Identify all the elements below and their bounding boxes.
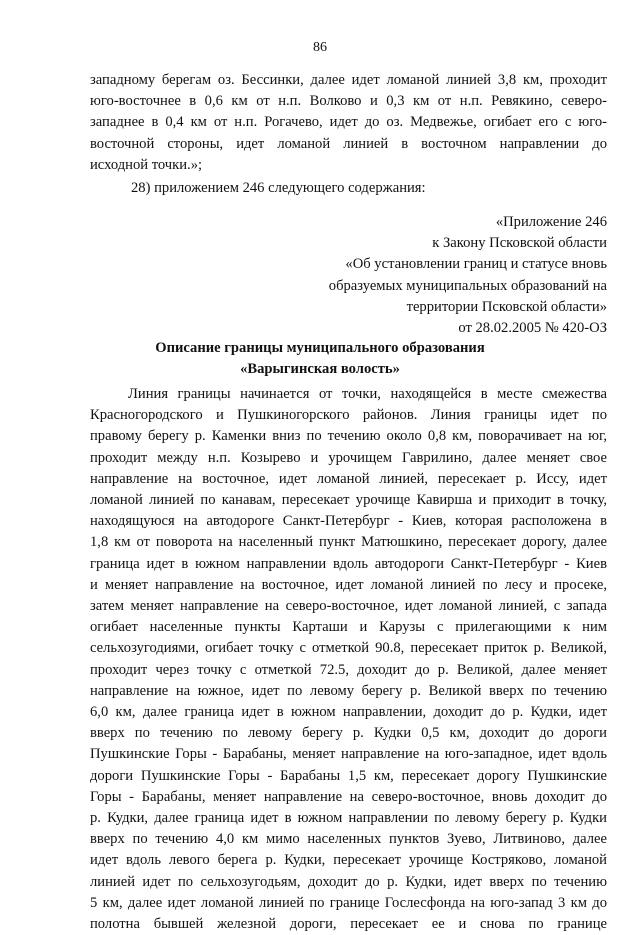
appendix-line: образуемых муниципальных образований на bbox=[328, 277, 607, 294]
intro-line: восточной стороны, идет ломаной линией в восточном направлении до bbox=[90, 135, 607, 152]
boundary-description bbox=[90, 384, 607, 935]
body-line: направление на восточное, идет ломаной линией, пересекает р. Иссу, идет bbox=[90, 470, 607, 487]
body-line: проходит между н.п. Козырево и урочищем Гаврилино, далее меняет свое bbox=[90, 449, 607, 466]
body-line: вверх по течению 4,0 км мимо населенных пунктов Зуево, Литвиново, далее bbox=[90, 831, 607, 848]
body-line: Линия границы начинается от точки, находящейся в месте смежества bbox=[128, 386, 607, 402]
body-line: дороги Пушкинские Горы - Барабаны 1,5 км, пересекает дорогу Пушкинские bbox=[90, 767, 607, 784]
body-line: Горы - Барабаны, меняет направление на северо-восточное, вновь доходит до bbox=[90, 788, 607, 805]
body-line: линией идет по сельхозугодьям, доходит до р. Кудки, идет вверх по течению bbox=[90, 873, 607, 890]
list-item-text: 28) приложением 246 следующего содержания: bbox=[131, 180, 426, 196]
appendix-line: «Приложение 246 bbox=[495, 214, 607, 230]
page-number: 86 bbox=[313, 40, 327, 55]
body-line: направление на южное, идет по левому берегу р. Великой вверх по течению bbox=[90, 682, 607, 699]
intro-line: западнее в 0,4 км от н.п. Рогачево, идет до оз. Медвежье, огибает его с юго- bbox=[90, 114, 607, 131]
body-line: Красногородского и Пушкиногорского районов. Линия границы идет по bbox=[90, 407, 607, 424]
heading-line: «Варыгинская волость» bbox=[240, 361, 400, 377]
appendix-line: от 28.02.2005 № 420-ОЗ bbox=[458, 320, 607, 337]
body-line: 6,0 км, далее граница идет в южном направлении, доходит до р. Кудки, идет bbox=[90, 704, 607, 721]
list-item-28 bbox=[131, 178, 607, 199]
body-line: огибает населенные пункты Карташи и Карузы с прилегающими к ним bbox=[90, 619, 607, 636]
intro-paragraph bbox=[90, 70, 607, 176]
body-line: 5 км, далее идет ломаной линией по границе Гослесфонда на юго-запад 3 км до bbox=[90, 894, 607, 911]
appendix-line: «Об установлении границ и статусе вновь bbox=[345, 256, 607, 273]
body-line: затем меняет направление на северо-восточное, идет ломаной линией, с запада bbox=[90, 598, 607, 615]
heading-line: Описание границы муниципального образования bbox=[155, 340, 485, 356]
intro-line: юго-восточнее в 0,6 км от н.п. Волково и 0,3 км от н.п. Ревякино, северо- bbox=[90, 93, 607, 110]
body-line: и меняет направление на восточное, идет ломаной линией по лесу и просеке, bbox=[90, 576, 607, 593]
body-line: идет вдоль левого берега р. Кудки, пересекает урочище Костряково, ломаной bbox=[90, 852, 607, 869]
body-line: правому берегу р. Каменки вниз по течению около 0,8 км, поворачивает на юг, bbox=[90, 428, 607, 445]
body-line: находящуюся на автодороге Санкт-Петербург - Киев, которая расположена в bbox=[90, 513, 607, 530]
body-line: сельхозугодиями, огибает точку с отметкой 90.8, пересекает приток р. Великой, bbox=[90, 640, 607, 657]
intro-line: западному берегам оз. Бессинки, далее идет ломаной линией 3,8 км, проходит bbox=[90, 72, 607, 88]
section-heading bbox=[0, 338, 640, 380]
body-line: полотна бывшей железной дороги, пересекает ее и снова по границе bbox=[90, 916, 607, 933]
appendix-line: территории Псковской области» bbox=[406, 298, 607, 315]
body-line: 1,8 км от поворота на населенный пункт Матюшкино, пересекает дорогу, далее bbox=[90, 534, 607, 551]
body-line: граница идет в южном направлении вдоль автодороги Санкт-Петербург - Киев bbox=[90, 555, 607, 572]
intro-line: исходной точки.»; bbox=[90, 156, 203, 173]
body-line: Пушкинские Горы - Барабаны, меняет направление на юго-западное, идет вдоль bbox=[90, 746, 607, 763]
body-line: проходит через точку с отметкой 72.5, доходит до р. Великой, далее меняет bbox=[90, 661, 607, 678]
body-line: ломаной линией по канавам, пересекает урочище Кавирша и приходит в точку, bbox=[90, 492, 607, 509]
appendix-line: к Закону Псковской области bbox=[432, 235, 607, 252]
body-line: вверх по течению по левому берегу р. Кудки 0,5 км, доходит до дороги bbox=[90, 725, 607, 742]
appendix-header bbox=[329, 212, 607, 339]
body-line: р. Кудки, далее граница идет в южном направлении по левому берегу р. Кудки bbox=[90, 810, 607, 827]
